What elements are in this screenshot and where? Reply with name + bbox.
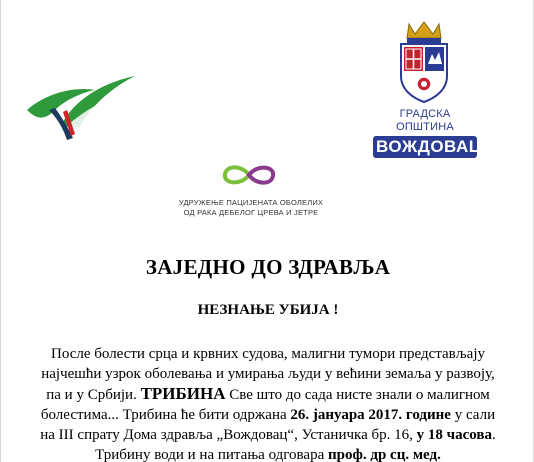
- body-paragraph: [21, 344, 515, 462]
- event-time: у 18 часова: [416, 427, 492, 443]
- body-line-3-part-a: па и у Србији.: [46, 387, 141, 403]
- speaker-title: проф. др сц. мед.: [328, 447, 441, 462]
- body-line-5: [21, 425, 515, 445]
- body-line-3: [21, 384, 515, 405]
- document-title: ЗАЈЕДНО ДО ЗДРАВЉА: [145, 255, 391, 279]
- body-line-4-part-c: у сали: [450, 407, 496, 423]
- body-line-6: [21, 445, 515, 462]
- association-name: [151, 198, 351, 218]
- municipality-line1: ГРАДСКА ОПШТИНА: [396, 108, 454, 133]
- event-label: ТРИБИНА: [140, 384, 226, 403]
- body-line-6-part-a: Трибину води и на питања одговара: [95, 447, 328, 462]
- body-line-3-part-c: Све што до сада нисте знали о малигном: [225, 387, 490, 403]
- document-subtitle: НЕЗНАЊЕ УБИЈА !: [197, 302, 339, 318]
- association-line1: УДРУЖЕЊЕ ПАЦИЈЕНАТА ОБОЛЕЛИХ: [178, 198, 324, 207]
- association-line2: ОД РАКА ДЕБЕЛОГ ЦРЕВА И ЈЕТРЕ: [183, 208, 319, 217]
- body-line-4: [21, 405, 515, 425]
- municipality-caption: [373, 108, 482, 158]
- body-line-4-part-a: болестима... Трибина ће бити одржана: [40, 407, 291, 423]
- infinity-loop-icon: [219, 160, 279, 190]
- municipality-name: ВОЖДОВАЦ: [373, 136, 477, 158]
- coat-of-arms-icon: [395, 20, 453, 104]
- event-date: 26. јануара 2017. године: [290, 407, 451, 423]
- body-line-2: најчешћи узрок оболевања и умирања људи у већини земаља у развоју,: [41, 366, 495, 382]
- body-line-5-part-c: .: [492, 427, 496, 443]
- body-line-1: После болести срца и крвних судова, малигни тумори представљају: [51, 346, 485, 362]
- body-line-5-part-a: на III спрату Дома здравља „Вождовац“, Устаничка бр. 16,: [40, 427, 417, 443]
- ribbon-logo-icon: [25, 70, 137, 142]
